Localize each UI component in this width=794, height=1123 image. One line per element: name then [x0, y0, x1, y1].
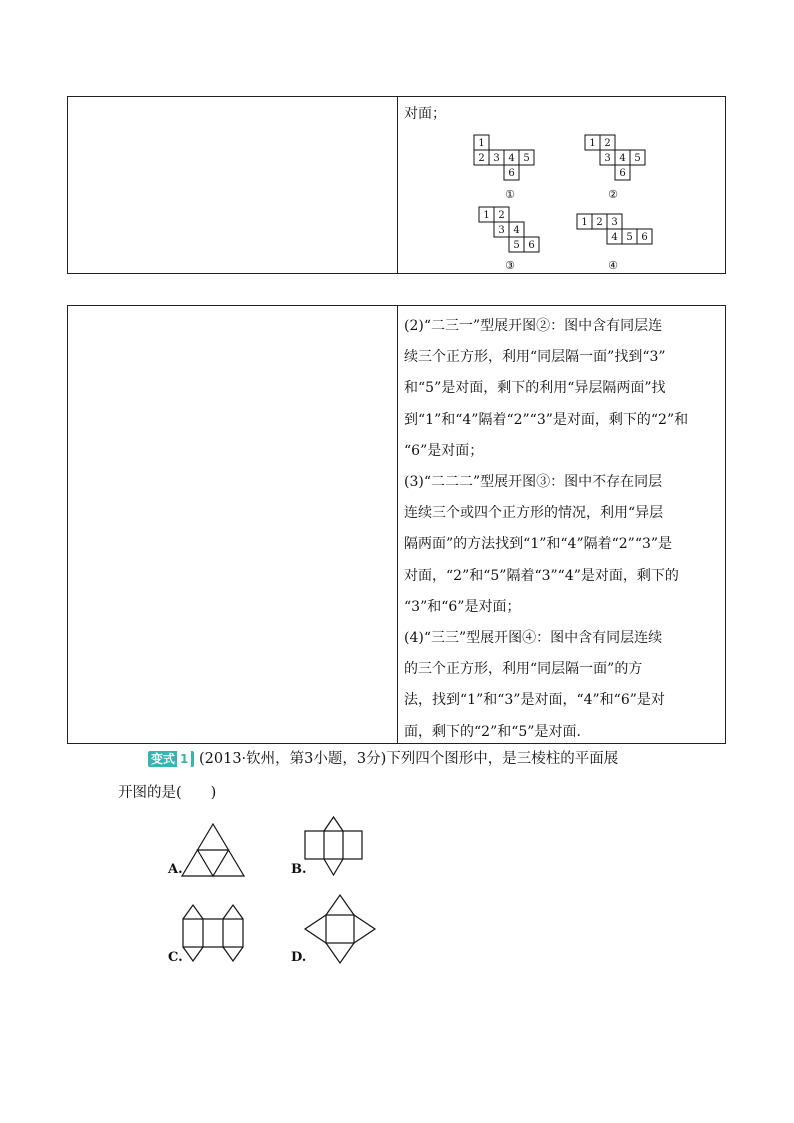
net-square-number: 2	[604, 138, 611, 149]
cube-nets-figure	[68, 97, 725, 273]
cube-net-1	[474, 135, 534, 201]
cube-net-3	[479, 207, 539, 272]
question-text-2: 开图的是( )	[118, 785, 217, 801]
net-square-number: 6	[641, 232, 648, 243]
net-square-number: 6	[508, 168, 515, 179]
net-square-number: 3	[493, 153, 500, 164]
variant-badge-number: 1	[177, 751, 191, 767]
net-square-number: 6	[528, 240, 535, 251]
option-a-label: A.	[168, 862, 183, 877]
question-line-1	[148, 749, 618, 769]
table-right-cell	[404, 306, 717, 748]
paragraph-fragment: 对面；	[404, 106, 446, 122]
explanation-line: 续三个正方形，利用“同层隔一面”找到“3”	[404, 349, 666, 366]
net-square-number: 5	[523, 153, 530, 164]
net-label: ③	[505, 259, 515, 272]
variant-badge-text: 变式	[151, 752, 176, 766]
explanation-line: 到“1”和“4”隔着“2”“3”是对面，剩下的“2”和	[404, 411, 689, 428]
option-b-label: B.	[291, 862, 307, 877]
explanation-line: 对面，“2”和“5”隔着“3”“4”是对面，剩下的	[404, 567, 679, 584]
net-label: ②	[608, 188, 618, 201]
net-square-number: 3	[498, 225, 505, 236]
explanation-line: 法，找到“1”和“3”是对面，“4”和“6”是对	[404, 692, 665, 709]
table-top	[67, 96, 726, 274]
explanation-line: (2)“二三一”型展开图②：图中含有同层连	[404, 318, 663, 334]
net-square-number: 4	[513, 225, 520, 236]
net-label: ④	[608, 259, 618, 272]
explanation-line: 和“5”是对面，剩下的利用“异层隔两面”找	[404, 380, 666, 397]
net-square-number: 4	[508, 153, 515, 164]
net-square-number: 4	[619, 153, 626, 164]
net-square-number: 3	[611, 217, 618, 228]
net-square-number: 2	[478, 153, 485, 164]
table-explanation	[67, 305, 726, 744]
table-divider	[397, 306, 398, 743]
net-square-number: 5	[626, 232, 633, 243]
net-square-number: 5	[513, 240, 520, 251]
variant-badge	[148, 751, 194, 767]
option-b-figure	[302, 815, 366, 879]
explanation-line: “3”和“6”是对面；	[404, 598, 521, 615]
net-square-number: 3	[604, 153, 611, 164]
cube-net-4	[577, 214, 652, 272]
explanation-line: 连续三个或四个正方形的情况，利用“异层	[404, 505, 664, 522]
net-square-number: 1	[483, 210, 490, 221]
net-square-number: 5	[634, 153, 641, 164]
net-square-number: 1	[581, 217, 588, 228]
option-d-figure	[302, 893, 378, 965]
net-label: ①	[505, 188, 515, 201]
net-square-number: 2	[596, 217, 603, 228]
net-square-number: 6	[619, 168, 626, 179]
explanation-line: (4)“三三”型展开图④：图中含有同层连续	[404, 630, 663, 647]
net-square-number: 2	[498, 210, 505, 221]
net-square-number: 1	[478, 138, 485, 149]
explanation-line: 面，剩下的“2”和“5”是对面.	[404, 723, 581, 740]
explanation-line: 的三个正方形，利用“同层隔一面”的方	[404, 661, 643, 678]
option-c-label: C.	[168, 950, 183, 965]
net-square-number: 4	[611, 232, 618, 243]
option-d-label: D.	[291, 950, 307, 965]
option-a-figure	[180, 822, 246, 878]
option-c-figure	[180, 902, 246, 964]
explanation-text	[404, 306, 717, 748]
explanation-line: (3)“二二二”型展开图③：图中不存在同层	[404, 474, 663, 491]
net-square-number: 1	[589, 138, 596, 149]
cube-net-2	[585, 135, 645, 201]
explanation-line: “6”是对面；	[404, 442, 484, 459]
question-text: (2013·钦州，第3小题，3分)下列四个图形中，是三棱柱的平面展	[198, 751, 619, 767]
explanation-line: 隔两面”的方法找到“1”和“4”隔着“2”“3”是	[404, 536, 673, 553]
